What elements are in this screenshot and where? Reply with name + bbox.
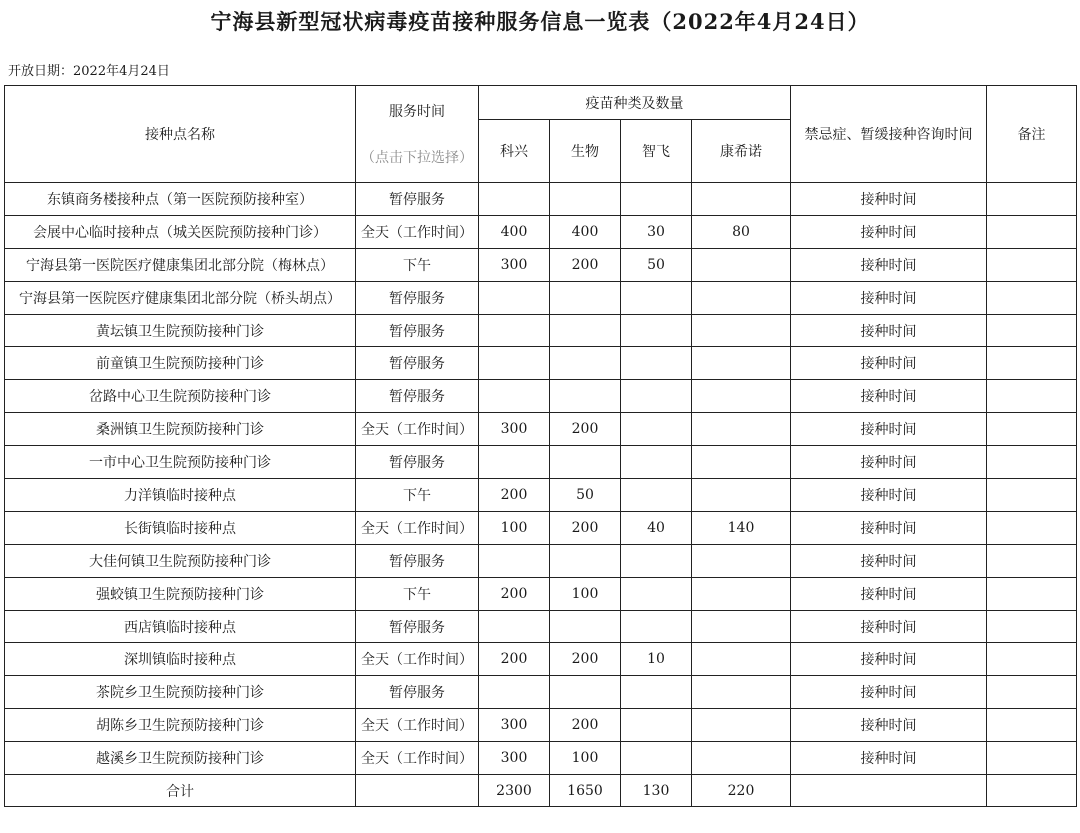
table-row: [5, 610, 1077, 643]
shengwu-count-cell: [550, 183, 621, 216]
kexing-count-cell: [479, 347, 550, 380]
kangxinuo-count-cell: [692, 380, 791, 413]
remark-cell: [987, 281, 1077, 314]
service-time-select[interactable]: 暂停服务: [356, 610, 479, 643]
kangxinuo-count-cell: [692, 676, 791, 709]
page-title: 宁海县新型冠状病毒疫苗接种服务信息一览表（2022年4月24日）: [210, 9, 870, 34]
kexing-count-cell: 300: [479, 248, 550, 281]
kangxinuo-count-cell: [692, 183, 791, 216]
consult-time-cell: 接种时间: [791, 413, 987, 446]
shengwu-count-cell: [550, 544, 621, 577]
consult-time-cell: 接种时间: [791, 610, 987, 643]
table-row: [5, 446, 1077, 479]
shengwu-count-cell: 200: [550, 643, 621, 676]
kexing-count-cell: 200: [479, 577, 550, 610]
service-time-select[interactable]: 暂停服务: [356, 314, 479, 347]
service-time-select[interactable]: 下午: [356, 577, 479, 610]
site-name-cell: 黄坛镇卫生院预防接种门诊: [5, 314, 356, 347]
shengwu-count-cell: [550, 380, 621, 413]
total-time: [356, 775, 479, 807]
service-time-select[interactable]: 暂停服务: [356, 446, 479, 479]
kangxinuo-count-cell: [692, 643, 791, 676]
table-row: [5, 709, 1077, 742]
header-service-time: [356, 86, 479, 183]
total-kangxinuo: 220: [692, 775, 791, 807]
service-time-select[interactable]: 全天（工作时间）: [356, 742, 479, 775]
zhifei-count-cell: 40: [621, 511, 692, 544]
site-name-cell: 岔路中心卫生院预防接种门诊: [5, 380, 356, 413]
remark-cell: [987, 413, 1077, 446]
table-row: [5, 511, 1077, 544]
kangxinuo-count-cell: [692, 610, 791, 643]
kexing-count-cell: 200: [479, 643, 550, 676]
zhifei-count-cell: 50: [621, 248, 692, 281]
consult-time-cell: 接种时间: [791, 479, 987, 512]
zhifei-count-cell: [621, 314, 692, 347]
consult-time-cell: 接种时间: [791, 183, 987, 216]
consult-time-cell: 接种时间: [791, 544, 987, 577]
remark-cell: [987, 511, 1077, 544]
kexing-count-cell: 400: [479, 215, 550, 248]
zhifei-count-cell: [621, 709, 692, 742]
site-name-cell: 宁海县第一医院医疗健康集团北部分院（桥头胡点）: [5, 281, 356, 314]
kexing-count-cell: 100: [479, 511, 550, 544]
kangxinuo-count-cell: [692, 742, 791, 775]
service-time-select[interactable]: 全天（工作时间）: [356, 413, 479, 446]
site-name-cell: 强蛟镇卫生院预防接种门诊: [5, 577, 356, 610]
remark-cell: [987, 347, 1077, 380]
kangxinuo-count-cell: [692, 479, 791, 512]
site-name-cell: 一市中心卫生院预防接种门诊: [5, 446, 356, 479]
site-name-cell: 越溪乡卫生院预防接种门诊: [5, 742, 356, 775]
remark-cell: [987, 215, 1077, 248]
kexing-count-cell: [479, 610, 550, 643]
kexing-count-cell: [479, 544, 550, 577]
zhifei-count-cell: [621, 610, 692, 643]
shengwu-count-cell: 100: [550, 577, 621, 610]
table-row: [5, 215, 1077, 248]
site-name-cell: 宁海县第一医院医疗健康集团北部分院（梅林点）: [5, 248, 356, 281]
kexing-count-cell: 300: [479, 413, 550, 446]
table-row: [5, 183, 1077, 216]
kexing-count-cell: [479, 183, 550, 216]
kangxinuo-count-cell: [692, 446, 791, 479]
site-name-cell: 力洋镇临时接种点: [5, 479, 356, 512]
header-consult-time: 禁忌症、暂缓接种咨询时间: [791, 86, 987, 183]
service-time-select[interactable]: 全天（工作时间）: [356, 643, 479, 676]
consult-time-cell: 接种时间: [791, 215, 987, 248]
remark-cell: [987, 314, 1077, 347]
zhifei-count-cell: [621, 413, 692, 446]
remark-cell: [987, 709, 1077, 742]
kexing-count-cell: 200: [479, 479, 550, 512]
zhifei-count-cell: 10: [621, 643, 692, 676]
site-name-cell: 茶院乡卫生院预防接种门诊: [5, 676, 356, 709]
total-shengwu: 1650: [550, 775, 621, 807]
shengwu-count-cell: [550, 347, 621, 380]
table-row: [5, 643, 1077, 676]
open-date: 开放日期：2022年4月24日: [8, 64, 170, 79]
header-vaccine-shengwu: 生物: [550, 120, 621, 183]
header-vaccine-zhifei: 智飞: [621, 120, 692, 183]
zhifei-count-cell: 30: [621, 215, 692, 248]
zhifei-count-cell: [621, 281, 692, 314]
header-vaccine-kexing: 科兴: [479, 120, 550, 183]
kangxinuo-count-cell: [692, 248, 791, 281]
site-name-cell: 胡陈乡卫生院预防接种门诊: [5, 709, 356, 742]
service-time-select[interactable]: 暂停服务: [356, 380, 479, 413]
remark-cell: [987, 742, 1077, 775]
zhifei-count-cell: [621, 544, 692, 577]
consult-time-cell: 接种时间: [791, 643, 987, 676]
site-name-cell: 前童镇卫生院预防接种门诊: [5, 347, 356, 380]
remark-cell: [987, 610, 1077, 643]
kangxinuo-count-cell: 140: [692, 511, 791, 544]
zhifei-count-cell: [621, 183, 692, 216]
zhifei-count-cell: [621, 676, 692, 709]
service-time-select[interactable]: 全天（工作时间）: [356, 511, 479, 544]
remark-cell: [987, 544, 1077, 577]
table-row: [5, 413, 1077, 446]
table-row: [5, 314, 1077, 347]
zhifei-count-cell: [621, 347, 692, 380]
service-time-select[interactable]: 暂停服务: [356, 676, 479, 709]
consult-time-cell: 接种时间: [791, 281, 987, 314]
remark-cell: [987, 248, 1077, 281]
remark-cell: [987, 183, 1077, 216]
service-time-select[interactable]: 全天（工作时间）: [356, 709, 479, 742]
total-remark: [987, 775, 1077, 807]
shengwu-count-cell: [550, 610, 621, 643]
consult-time-cell: 接种时间: [791, 380, 987, 413]
remark-cell: [987, 676, 1077, 709]
table-row: [5, 577, 1077, 610]
zhifei-count-cell: [621, 742, 692, 775]
service-time-select[interactable]: 暂停服务: [356, 183, 479, 216]
site-name-cell: 东镇商务楼接种点（第一医院预防接种室）: [5, 183, 356, 216]
consult-time-cell: 接种时间: [791, 511, 987, 544]
kangxinuo-count-cell: [692, 544, 791, 577]
consult-time-cell: 接种时间: [791, 709, 987, 742]
consult-time-cell: 接种时间: [791, 314, 987, 347]
site-name-cell: 会展中心临时接种点（城关医院预防接种门诊）: [5, 215, 356, 248]
remark-cell: [987, 479, 1077, 512]
service-time-select[interactable]: 全天（工作时间）: [356, 215, 479, 248]
remark-cell: [987, 446, 1077, 479]
kexing-count-cell: [479, 446, 550, 479]
kangxinuo-count-cell: 80: [692, 215, 791, 248]
site-name-cell: 长街镇临时接种点: [5, 511, 356, 544]
remark-cell: [987, 577, 1077, 610]
table-row: [5, 248, 1077, 281]
header-vaccine-group: 疫苗种类及数量: [479, 86, 791, 120]
kexing-count-cell: 300: [479, 709, 550, 742]
service-time-select[interactable]: 下午: [356, 479, 479, 512]
consult-time-cell: 接种时间: [791, 248, 987, 281]
shengwu-count-cell: 200: [550, 709, 621, 742]
header-service-time-hint: （点击下拉选择）: [361, 150, 473, 166]
shengwu-count-cell: 50: [550, 479, 621, 512]
site-name-cell: 深圳镇临时接种点: [5, 643, 356, 676]
header-site-name: 接种点名称: [5, 86, 356, 183]
zhifei-count-cell: [621, 577, 692, 610]
table-row: [5, 742, 1077, 775]
header-service-time-label: 服务时间: [389, 104, 445, 120]
total-consult: [791, 775, 987, 807]
table-row: [5, 347, 1077, 380]
zhifei-count-cell: [621, 446, 692, 479]
kangxinuo-count-cell: [692, 577, 791, 610]
table-row: [5, 380, 1077, 413]
consult-time-cell: 接种时间: [791, 347, 987, 380]
site-name-cell: 桑洲镇卫生院预防接种门诊: [5, 413, 356, 446]
header-remark: 备注: [987, 86, 1077, 183]
site-name-cell: 大佳何镇卫生院预防接种门诊: [5, 544, 356, 577]
kexing-count-cell: 300: [479, 742, 550, 775]
total-label: 合计: [5, 775, 356, 807]
kexing-count-cell: [479, 380, 550, 413]
shengwu-count-cell: [550, 676, 621, 709]
shengwu-count-cell: 200: [550, 511, 621, 544]
shengwu-count-cell: [550, 281, 621, 314]
service-time-select[interactable]: 暂停服务: [356, 544, 479, 577]
kexing-count-cell: [479, 676, 550, 709]
consult-time-cell: 接种时间: [791, 577, 987, 610]
total-zhifei: 130: [621, 775, 692, 807]
remark-cell: [987, 643, 1077, 676]
total-kexing: 2300: [479, 775, 550, 807]
site-name-cell: 西店镇临时接种点: [5, 610, 356, 643]
kangxinuo-count-cell: [692, 314, 791, 347]
shengwu-count-cell: 100: [550, 742, 621, 775]
header-vaccine-kangxinuo: 康希诺: [692, 120, 791, 183]
kangxinuo-count-cell: [692, 281, 791, 314]
table-row: [5, 676, 1077, 709]
consult-time-cell: 接种时间: [791, 742, 987, 775]
zhifei-count-cell: [621, 380, 692, 413]
kexing-count-cell: [479, 314, 550, 347]
service-time-select[interactable]: 暂停服务: [356, 281, 479, 314]
shengwu-count-cell: 400: [550, 215, 621, 248]
total-row: [5, 775, 1077, 807]
zhifei-count-cell: [621, 479, 692, 512]
shengwu-count-cell: 200: [550, 248, 621, 281]
service-time-select[interactable]: 暂停服务: [356, 347, 479, 380]
kangxinuo-count-cell: [692, 347, 791, 380]
shengwu-count-cell: [550, 314, 621, 347]
kangxinuo-count-cell: [692, 709, 791, 742]
table-row: [5, 479, 1077, 512]
shengwu-count-cell: 200: [550, 413, 621, 446]
kexing-count-cell: [479, 281, 550, 314]
kangxinuo-count-cell: [692, 413, 791, 446]
shengwu-count-cell: [550, 446, 621, 479]
service-time-select[interactable]: 下午: [356, 248, 479, 281]
remark-cell: [987, 380, 1077, 413]
table-body: [5, 183, 1077, 775]
vaccination-site-table: [4, 85, 1077, 807]
consult-time-cell: 接种时间: [791, 446, 987, 479]
table-row: [5, 544, 1077, 577]
table-row: [5, 281, 1077, 314]
consult-time-cell: 接种时间: [791, 676, 987, 709]
